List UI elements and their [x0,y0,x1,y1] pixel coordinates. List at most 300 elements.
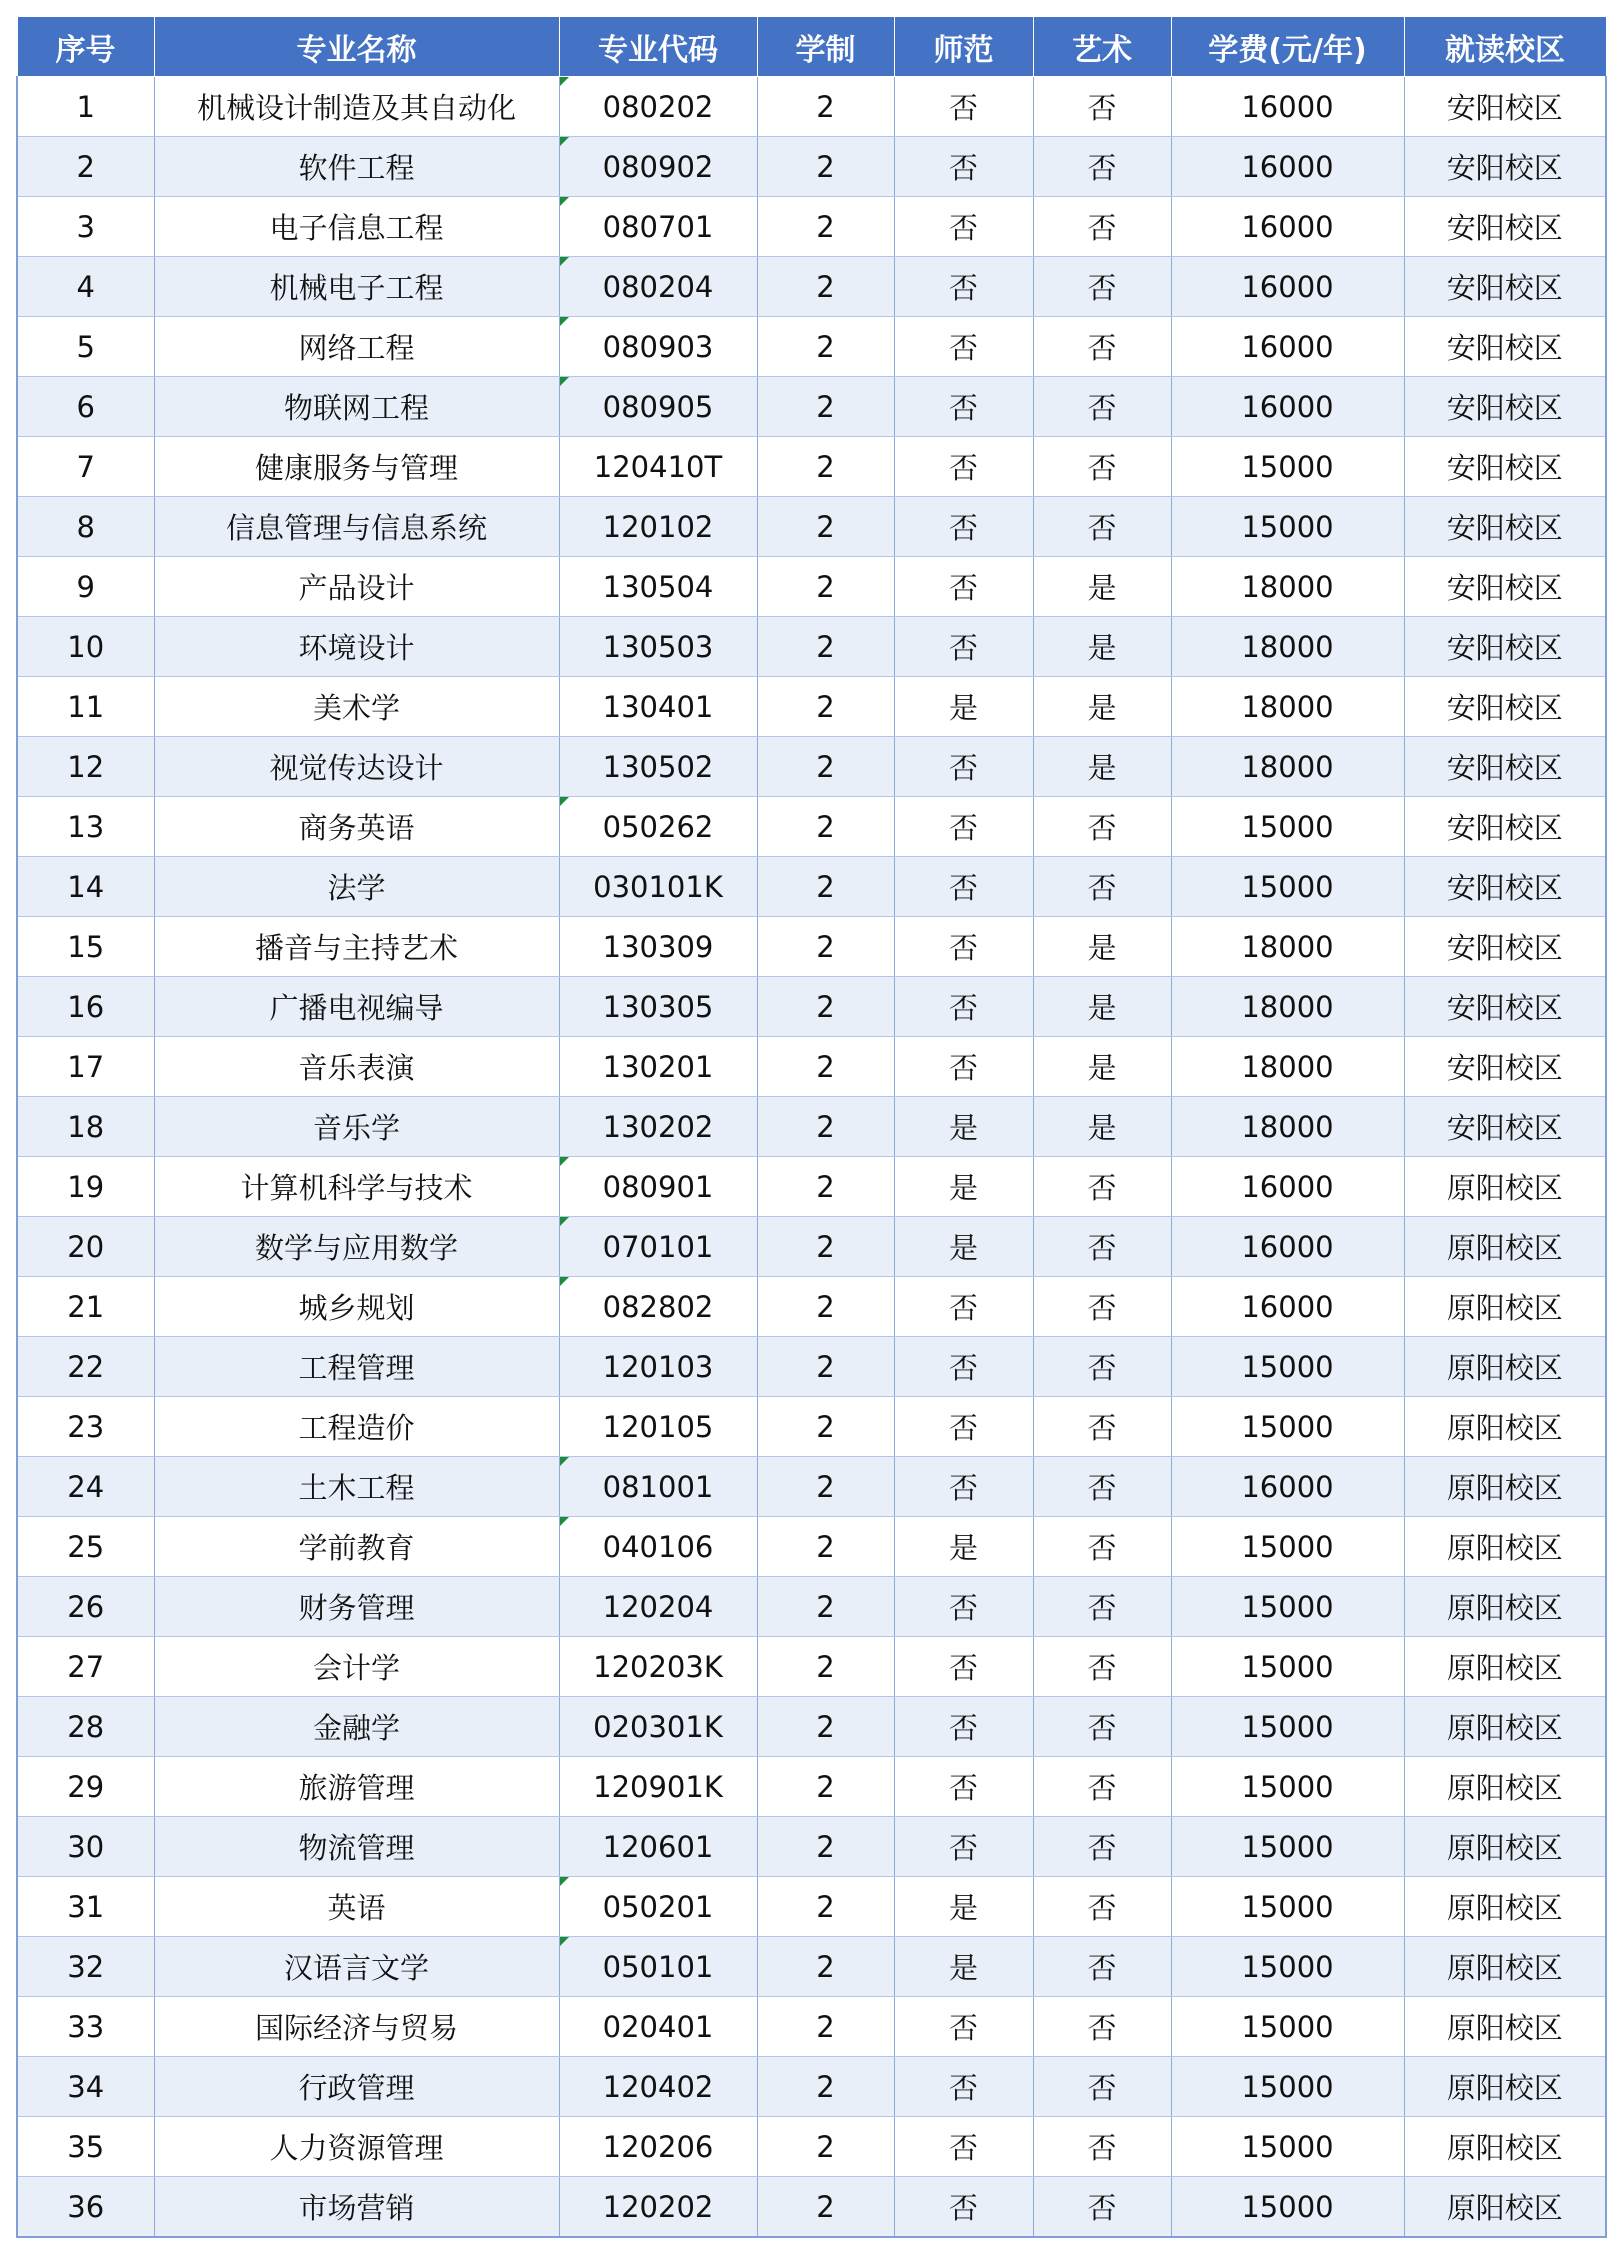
cell-index[interactable] [17,1757,154,1817]
cell-normal[interactable] [894,2177,1033,2238]
cell-campus[interactable] [1404,317,1606,377]
cell-major-code[interactable] [559,257,757,317]
cell-major-code[interactable] [559,1637,757,1697]
cell-normal[interactable] [894,1577,1033,1637]
cell-tuition[interactable] [1171,197,1404,257]
cell-major-code[interactable] [559,1277,757,1337]
cell-art[interactable] [1033,1217,1171,1277]
cell-art[interactable] [1033,1037,1171,1097]
cell-normal[interactable] [894,257,1033,317]
cell-major-code[interactable] [559,377,757,437]
cell-campus[interactable] [1404,77,1606,137]
cell-art[interactable] [1033,917,1171,977]
cell-art[interactable] [1033,1637,1171,1697]
cell-major-name[interactable] [154,1757,559,1817]
cell-duration[interactable] [757,1037,894,1097]
cell-campus[interactable] [1404,1037,1606,1097]
cell-art[interactable] [1033,1277,1171,1337]
cell-major-name[interactable] [154,1157,559,1217]
cell-duration[interactable] [757,1817,894,1877]
cell-campus[interactable] [1404,857,1606,917]
cell-duration[interactable] [757,1697,894,1757]
cell-normal[interactable] [894,857,1033,917]
cell-index[interactable] [17,977,154,1037]
number-as-text-indicator-icon [560,1877,569,1886]
cell-major-code[interactable] [559,557,757,617]
cell-major-name[interactable] [154,377,559,437]
cell-art[interactable] [1033,1157,1171,1217]
cell-tuition[interactable] [1171,437,1404,497]
cell-normal[interactable] [894,917,1033,977]
cell-major-code[interactable] [559,1217,757,1277]
cell-tuition[interactable] [1171,1217,1404,1277]
cell-duration[interactable] [757,197,894,257]
cell-campus[interactable] [1404,1637,1606,1697]
cell-normal[interactable] [894,557,1033,617]
cell-normal[interactable] [894,1757,1033,1817]
cell-major-code[interactable] [559,1697,757,1757]
cell-major-name[interactable] [154,1457,559,1517]
cell-tuition[interactable] [1171,1577,1404,1637]
cell-normal[interactable] [894,377,1033,437]
cell-art[interactable] [1033,1997,1171,2057]
cell-index[interactable] [17,557,154,617]
cell-art[interactable] [1033,1697,1171,1757]
cell-index[interactable] [17,1937,154,1997]
cell-major-code[interactable] [559,1457,757,1517]
cell-duration[interactable] [757,737,894,797]
cell-art[interactable] [1033,617,1171,677]
cell-tuition[interactable] [1171,77,1404,137]
cell-art[interactable] [1033,317,1171,377]
cell-tuition[interactable] [1171,377,1404,437]
cell-normal[interactable] [894,1457,1033,1517]
header-campus[interactable]: 就读校区 [1404,17,1606,77]
cell-major-name[interactable] [154,917,559,977]
cell-tuition[interactable] [1171,2177,1404,2238]
cell-normal[interactable] [894,677,1033,737]
cell-art[interactable] [1033,977,1171,1037]
cell-art[interactable] [1033,797,1171,857]
cell-major-name[interactable] [154,497,559,557]
cell-art[interactable] [1033,737,1171,797]
cell-art[interactable] [1033,1097,1171,1157]
cell-major-name[interactable] [154,2177,559,2238]
cell-normal[interactable] [894,1877,1033,1937]
cell-major-name[interactable] [154,437,559,497]
cell-campus[interactable] [1404,377,1606,437]
cell-duration[interactable] [757,2057,894,2117]
cell-campus[interactable] [1404,1157,1606,1217]
cell-tuition[interactable] [1171,1157,1404,1217]
cell-major-name[interactable] [154,1037,559,1097]
cell-major-name[interactable] [154,77,559,137]
cell-major-code[interactable] [559,617,757,677]
cell-art[interactable] [1033,557,1171,617]
cell-index[interactable] [17,1457,154,1517]
cell-campus[interactable] [1404,677,1606,737]
cell-duration[interactable] [757,917,894,977]
cell-index[interactable] [17,377,154,437]
cell-duration[interactable] [757,677,894,737]
cell-index[interactable] [17,137,154,197]
cell-major-name[interactable] [154,1217,559,1277]
cell-duration[interactable] [757,1757,894,1817]
cell-normal[interactable] [894,1817,1033,1877]
cell-duration[interactable] [757,77,894,137]
header-normal[interactable]: 师范 [894,17,1033,77]
cell-major-code[interactable] [559,1817,757,1877]
cell-art[interactable] [1033,1577,1171,1637]
cell-normal[interactable] [894,1037,1033,1097]
cell-campus[interactable] [1404,1937,1606,1997]
cell-tuition[interactable] [1171,1097,1404,1157]
cell-index[interactable] [17,1817,154,1877]
cell-duration[interactable] [757,1577,894,1637]
cell-campus[interactable] [1404,2177,1606,2238]
cell-campus[interactable] [1404,437,1606,497]
cell-major-code[interactable] [559,437,757,497]
cell-normal[interactable] [894,1157,1033,1217]
cell-art[interactable] [1033,1457,1171,1517]
cell-campus[interactable] [1404,917,1606,977]
cell-index[interactable] [17,497,154,557]
cell-major-code[interactable] [559,77,757,137]
cell-duration[interactable] [757,1877,894,1937]
cell-duration-text: 2 [816,1709,835,1744]
cell-tuition[interactable] [1171,137,1404,197]
cell-tuition[interactable] [1171,2117,1404,2177]
cell-art[interactable] [1033,857,1171,917]
cell-normal-text: 是 [948,1231,978,1265]
cell-campus[interactable] [1404,197,1606,257]
cell-normal[interactable] [894,197,1033,257]
cell-art[interactable] [1033,1877,1171,1937]
cell-duration[interactable] [757,1517,894,1577]
cell-campus[interactable] [1404,1337,1606,1397]
cell-tuition[interactable] [1171,977,1404,1037]
cell-duration[interactable] [757,977,894,1037]
cell-normal[interactable] [894,977,1033,1037]
cell-major-code[interactable] [559,977,757,1037]
cell-normal[interactable] [894,317,1033,377]
cell-tuition[interactable] [1171,797,1404,857]
cell-major-code[interactable] [559,1877,757,1937]
cell-major-code[interactable] [559,1937,757,1997]
cell-major-name[interactable] [154,1877,559,1937]
cell-major-name[interactable] [154,317,559,377]
cell-campus[interactable] [1404,1877,1606,1937]
cell-index[interactable] [17,917,154,977]
cell-index[interactable] [17,1337,154,1397]
cell-duration[interactable] [757,1337,894,1397]
cell-tuition[interactable] [1171,557,1404,617]
cell-major-name[interactable] [154,1937,559,1997]
cell-major-name[interactable] [154,1517,559,1577]
cell-duration[interactable] [757,1217,894,1277]
cell-index[interactable] [17,1037,154,1097]
cell-art[interactable] [1033,1517,1171,1577]
cell-art[interactable] [1033,2177,1171,2238]
cell-art[interactable] [1033,437,1171,497]
cell-major-name[interactable] [154,1577,559,1637]
cell-art[interactable] [1033,1757,1171,1817]
cell-index[interactable] [17,2177,154,2238]
cell-index[interactable] [17,1517,154,1577]
cell-tuition[interactable] [1171,1517,1404,1577]
cell-art[interactable] [1033,1397,1171,1457]
cell-index[interactable] [17,257,154,317]
cell-art[interactable] [1033,677,1171,737]
cell-major-name[interactable] [154,2057,559,2117]
cell-tuition[interactable] [1171,1337,1404,1397]
cell-major-name[interactable] [154,1997,559,2057]
cell-major-code[interactable] [559,677,757,737]
cell-index[interactable] [17,2117,154,2177]
cell-index[interactable] [17,677,154,737]
cell-normal[interactable] [894,1637,1033,1697]
cell-index[interactable] [17,1277,154,1337]
cell-major-name[interactable] [154,1337,559,1397]
cell-duration[interactable] [757,317,894,377]
cell-major-name[interactable] [154,1637,559,1697]
cell-major-code[interactable] [559,497,757,557]
cell-major-name[interactable] [154,797,559,857]
cell-campus[interactable] [1404,1277,1606,1337]
cell-major-name[interactable] [154,737,559,797]
cell-tuition[interactable] [1171,677,1404,737]
cell-major-code[interactable] [559,1097,757,1157]
cell-major-name[interactable] [154,557,559,617]
cell-major-code[interactable] [559,1577,757,1637]
cell-normal[interactable] [894,1937,1033,1997]
cell-major-code[interactable] [559,2177,757,2238]
cell-art[interactable] [1033,1337,1171,1397]
cell-major-code[interactable] [559,1397,757,1457]
cell-tuition[interactable] [1171,257,1404,317]
cell-campus[interactable] [1404,1397,1606,1457]
cell-campus[interactable] [1404,977,1606,1037]
cell-normal[interactable] [894,1397,1033,1457]
cell-major-code[interactable] [559,1517,757,1577]
cell-duration[interactable] [757,1997,894,2057]
cell-campus[interactable] [1404,797,1606,857]
cell-index[interactable] [17,437,154,497]
cell-art[interactable] [1033,377,1171,437]
cell-campus[interactable] [1404,257,1606,317]
header-major-code[interactable]: 专业代码 [559,17,757,77]
cell-campus[interactable] [1404,2057,1606,2117]
cell-index[interactable] [17,1157,154,1217]
cell-normal[interactable] [894,2057,1033,2117]
cell-campus[interactable] [1404,1217,1606,1277]
cell-tuition[interactable] [1171,1037,1404,1097]
cell-campus[interactable] [1404,1757,1606,1817]
cell-campus[interactable] [1404,1697,1606,1757]
cell-index[interactable] [17,1697,154,1757]
cell-duration[interactable] [757,437,894,497]
cell-art[interactable] [1033,2057,1171,2117]
cell-major-code[interactable] [559,317,757,377]
cell-major-code[interactable] [559,737,757,797]
cell-tuition[interactable] [1171,1817,1404,1877]
cell-major-name[interactable] [154,857,559,917]
cell-tuition[interactable] [1171,1277,1404,1337]
cell-duration[interactable] [757,1397,894,1457]
cell-duration[interactable] [757,2177,894,2238]
cell-art[interactable] [1033,1817,1171,1877]
cell-major-name[interactable] [154,1277,559,1337]
cell-duration[interactable] [757,1637,894,1697]
cell-tuition[interactable] [1171,917,1404,977]
cell-duration[interactable] [757,557,894,617]
cell-major-name[interactable] [154,617,559,677]
header-tuition[interactable]: 学费(元/年) [1171,17,1404,77]
cell-normal[interactable] [894,1997,1033,2057]
cell-art[interactable] [1033,257,1171,317]
cell-major-name[interactable] [154,1817,559,1877]
cell-normal[interactable] [894,2117,1033,2177]
cell-normal[interactable] [894,497,1033,557]
cell-campus[interactable] [1404,1997,1606,2057]
cell-duration[interactable] [757,857,894,917]
cell-tuition[interactable] [1171,857,1404,917]
cell-duration[interactable] [757,377,894,437]
cell-major-name[interactable] [154,197,559,257]
cell-tuition[interactable] [1171,317,1404,377]
cell-normal[interactable] [894,1097,1033,1157]
header-duration[interactable]: 学制 [757,17,894,77]
cell-index[interactable] [17,1397,154,1457]
cell-major-name[interactable] [154,677,559,737]
cell-tuition[interactable] [1171,1757,1404,1817]
cell-index[interactable] [17,1097,154,1157]
cell-normal[interactable] [894,1277,1033,1337]
cell-normal[interactable] [894,77,1033,137]
cell-duration[interactable] [757,617,894,677]
cell-major-code[interactable] [559,857,757,917]
cell-index[interactable] [17,197,154,257]
cell-index[interactable] [17,1577,154,1637]
cell-tuition[interactable] [1171,2057,1404,2117]
cell-tuition[interactable] [1171,497,1404,557]
cell-art[interactable] [1033,2117,1171,2177]
cell-major-name[interactable] [154,257,559,317]
cell-major-code[interactable] [559,137,757,197]
cell-art[interactable] [1033,197,1171,257]
cell-duration[interactable] [757,137,894,197]
cell-campus[interactable] [1404,1097,1606,1157]
cell-tuition[interactable] [1171,1457,1404,1517]
cell-duration[interactable] [757,1937,894,1997]
cell-normal[interactable] [894,737,1033,797]
header-major-name[interactable]: 专业名称 [154,17,559,77]
cell-tuition[interactable] [1171,617,1404,677]
cell-duration[interactable] [757,797,894,857]
cell-duration[interactable] [757,1157,894,1217]
cell-index[interactable] [17,317,154,377]
cell-campus[interactable] [1404,2117,1606,2177]
cell-tuition[interactable] [1171,1697,1404,1757]
cell-normal[interactable] [894,137,1033,197]
cell-tuition[interactable] [1171,1937,1404,1997]
cell-major-code[interactable] [559,797,757,857]
cell-art[interactable] [1033,77,1171,137]
cell-duration-text: 2 [816,809,835,844]
cell-major-code[interactable] [559,2057,757,2117]
cell-major-name[interactable] [154,1097,559,1157]
cell-normal[interactable] [894,797,1033,857]
cell-index[interactable] [17,1997,154,2057]
cell-major-name[interactable] [154,977,559,1037]
cell-index[interactable] [17,1877,154,1937]
cell-major-code[interactable] [559,197,757,257]
cell-normal[interactable] [894,617,1033,677]
cell-campus[interactable] [1404,557,1606,617]
cell-tuition[interactable] [1171,1877,1404,1937]
cell-campus[interactable] [1404,1817,1606,1877]
cell-index[interactable] [17,2057,154,2117]
cell-normal[interactable] [894,1697,1033,1757]
cell-duration[interactable] [757,1277,894,1337]
cell-campus[interactable] [1404,1517,1606,1577]
cell-campus[interactable] [1404,1577,1606,1637]
header-index[interactable]: 序号 [17,17,154,77]
cell-major-name[interactable] [154,1397,559,1457]
cell-normal[interactable] [894,437,1033,497]
cell-index[interactable] [17,77,154,137]
cell-index[interactable] [17,1637,154,1697]
cell-duration[interactable] [757,1457,894,1517]
cell-art[interactable] [1033,137,1171,197]
cell-major-name[interactable] [154,137,559,197]
cell-major-name[interactable] [154,2117,559,2177]
cell-normal[interactable] [894,1217,1033,1277]
cell-campus[interactable] [1404,497,1606,557]
cell-major-code[interactable] [559,1997,757,2057]
cell-index[interactable] [17,857,154,917]
header-art[interactable]: 艺术 [1033,17,1171,77]
cell-campus[interactable] [1404,737,1606,797]
cell-major-code[interactable] [559,2117,757,2177]
cell-major-code[interactable] [559,1757,757,1817]
cell-major-code[interactable] [559,1337,757,1397]
cell-art[interactable] [1033,1937,1171,1997]
cell-campus[interactable] [1404,617,1606,677]
cell-index[interactable] [17,797,154,857]
cell-index[interactable] [17,1217,154,1277]
cell-index[interactable] [17,737,154,797]
cell-campus[interactable] [1404,1457,1606,1517]
cell-duration[interactable] [757,497,894,557]
cell-major-code[interactable] [559,1037,757,1097]
cell-normal[interactable] [894,1517,1033,1577]
cell-duration[interactable] [757,1097,894,1157]
cell-major-code[interactable] [559,917,757,977]
cell-normal[interactable] [894,1337,1033,1397]
cell-tuition[interactable] [1171,1997,1404,2057]
cell-major-name[interactable] [154,1697,559,1757]
cell-tuition[interactable] [1171,1637,1404,1697]
cell-duration[interactable] [757,257,894,317]
cell-campus[interactable] [1404,137,1606,197]
cell-tuition[interactable] [1171,1397,1404,1457]
cell-major-code[interactable] [559,1157,757,1217]
cell-index[interactable] [17,617,154,677]
cell-duration[interactable] [757,2117,894,2177]
cell-art[interactable] [1033,497,1171,557]
cell-tuition[interactable] [1171,737,1404,797]
